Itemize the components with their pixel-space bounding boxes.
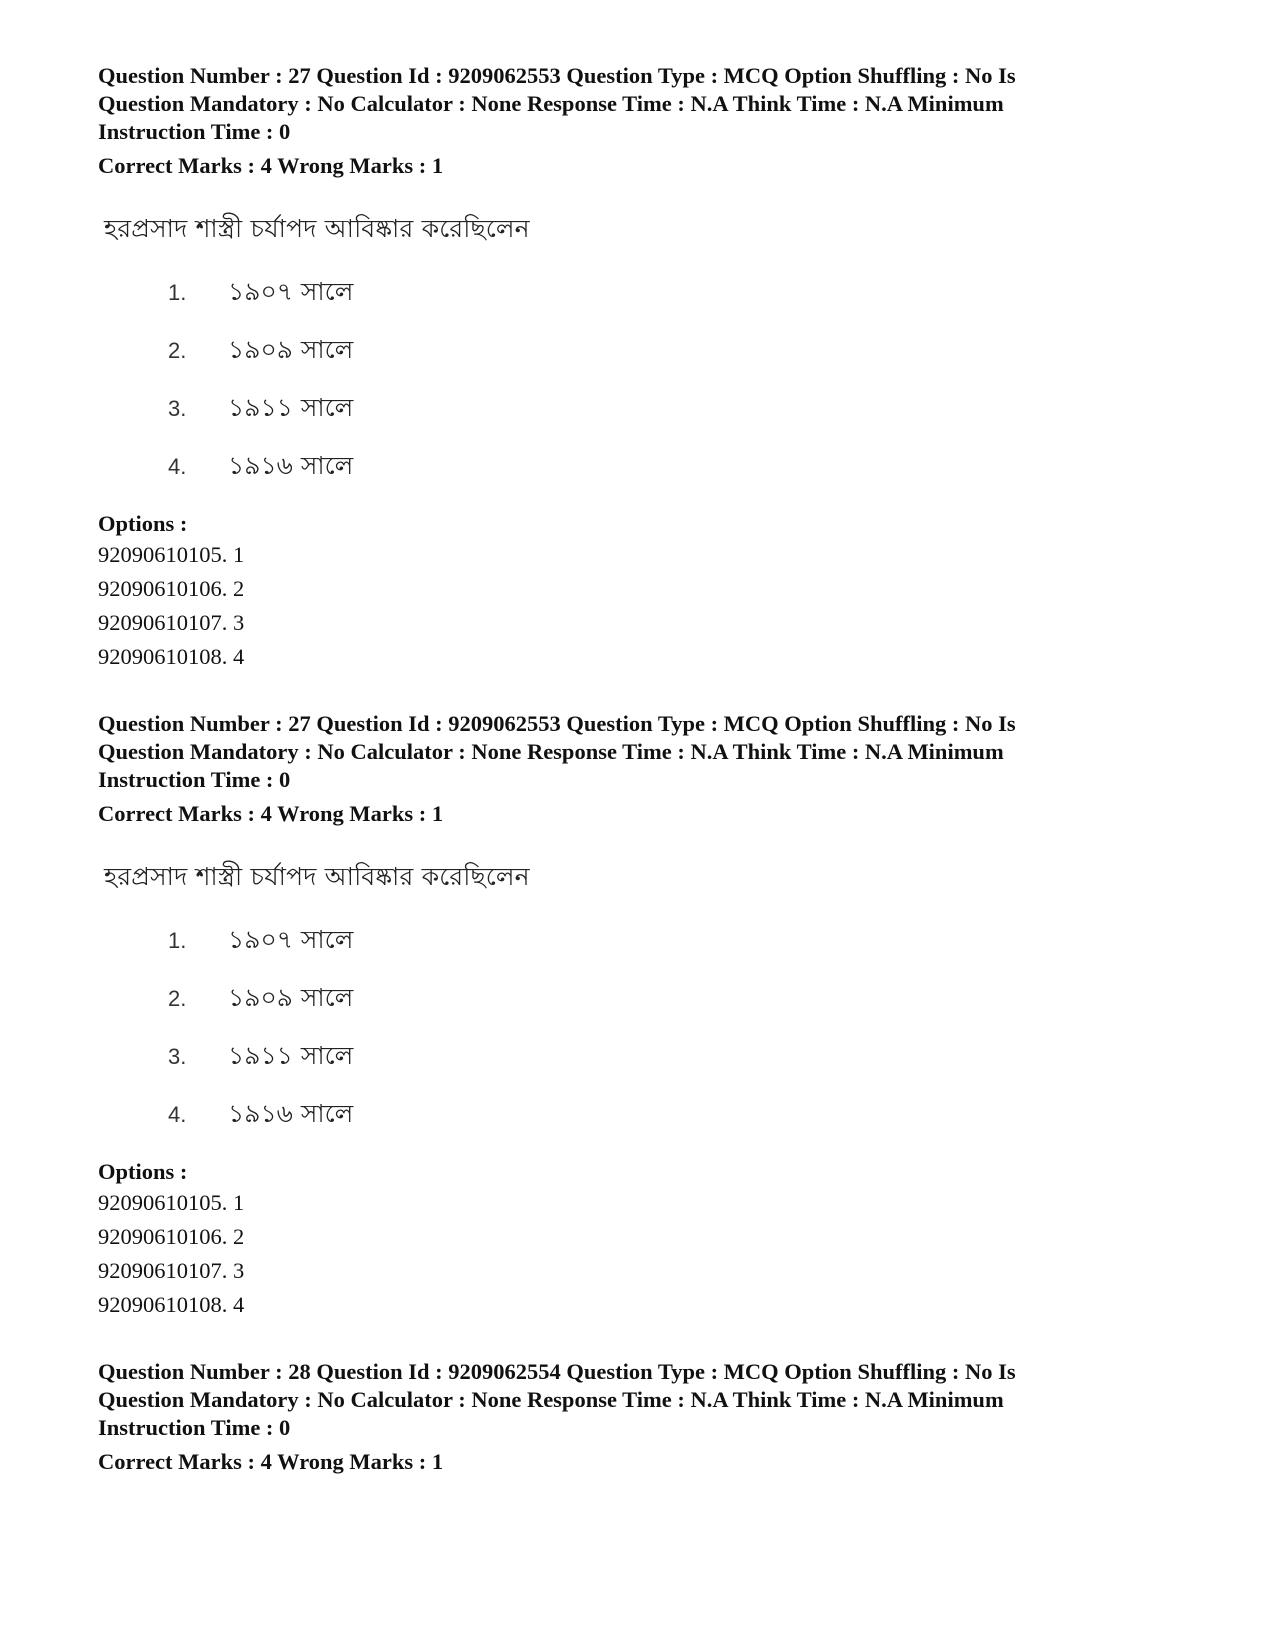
meta-line: Instruction Time : 0 (98, 119, 291, 144)
choice-text: ১৯০৯ সালে (228, 334, 354, 364)
choice-number: 3. (168, 396, 187, 421)
choice-text: ১৯১১ সালে (228, 392, 354, 422)
choice-number: 3. (168, 1044, 187, 1069)
choice-text: ১৯০৭ সালে (228, 276, 354, 306)
option-id: 92090610108. 4 (98, 644, 245, 669)
question-meta (98, 1358, 1138, 1442)
choice-text: ১৯১৬ সালে (228, 450, 354, 480)
choice-number: 4. (168, 1102, 187, 1127)
question-meta (98, 62, 1138, 146)
choice-item (104, 264, 564, 322)
question-meta (98, 710, 1138, 794)
question-text: হরপ্রসাদ শাস্ত্রী চর্যাপদ আবিষ্কার করেছিলেন (104, 862, 530, 891)
choice-item (104, 912, 564, 970)
meta-line: Instruction Time : 0 (98, 1415, 291, 1440)
options-heading: Options : (98, 511, 188, 536)
choice-number: 4. (168, 454, 187, 479)
option-id: 92090610107. 3 (98, 1258, 245, 1283)
choice-number: 1. (168, 928, 187, 953)
option-id: 92090610108. 4 (98, 1292, 245, 1317)
meta-line: Question Number : 28 Question Id : 9209062554 Question Type : MCQ Option Shuffling : No Is (98, 1359, 1016, 1384)
question-block-2 (98, 710, 1138, 1322)
choice-text: ১৯১৬ সালে (228, 1098, 354, 1128)
marks-line: Correct Marks : 4 Wrong Marks : 1 (98, 1449, 444, 1474)
choice-item (104, 380, 564, 438)
question-image (104, 860, 564, 1144)
question-block-3 (98, 1358, 1138, 1476)
option-id: 92090610105. 1 (98, 542, 245, 567)
meta-line: Question Mandatory : No Calculator : None Response Time : N.A Think Time : N.A Minimum (98, 1387, 1004, 1412)
choice-text: ১৯০৯ সালে (228, 982, 354, 1012)
option-id: 92090610105. 1 (98, 1190, 245, 1215)
choice-text: ১৯০৭ সালে (228, 924, 354, 954)
option-id-list (98, 538, 1138, 674)
marks-line: Correct Marks : 4 Wrong Marks : 1 (98, 801, 444, 826)
meta-line: Question Mandatory : No Calculator : None Response Time : N.A Think Time : N.A Minimum (98, 739, 1004, 764)
choice-item (104, 970, 564, 1028)
marks-line: Correct Marks : 4 Wrong Marks : 1 (98, 153, 444, 178)
choice-item (104, 438, 564, 496)
choice-item (104, 322, 564, 380)
choice-list (104, 264, 564, 496)
choice-number: 2. (168, 338, 187, 363)
choice-text: ১৯১১ সালে (228, 1040, 354, 1070)
choice-item (104, 1086, 564, 1144)
options-heading: Options : (98, 1159, 188, 1184)
option-id: 92090610106. 2 (98, 576, 245, 601)
question-block-1 (98, 62, 1138, 674)
meta-line: Question Number : 27 Question Id : 9209062553 Question Type : MCQ Option Shuffling : No Is (98, 63, 1016, 88)
choice-list (104, 912, 564, 1144)
meta-line: Question Number : 27 Question Id : 9209062553 Question Type : MCQ Option Shuffling : No Is (98, 711, 1016, 736)
question-image (104, 212, 564, 496)
question-text: হরপ্রসাদ শাস্ত্রী চর্যাপদ আবিষ্কার করেছিলেন (104, 214, 530, 243)
option-id: 92090610107. 3 (98, 610, 245, 635)
choice-number: 1. (168, 280, 187, 305)
choice-item (104, 1028, 564, 1086)
option-id-list (98, 1186, 1138, 1322)
meta-line: Question Mandatory : No Calculator : None Response Time : N.A Think Time : N.A Minimum (98, 91, 1004, 116)
meta-line: Instruction Time : 0 (98, 767, 291, 792)
option-id: 92090610106. 2 (98, 1224, 245, 1249)
choice-number: 2. (168, 986, 187, 1011)
